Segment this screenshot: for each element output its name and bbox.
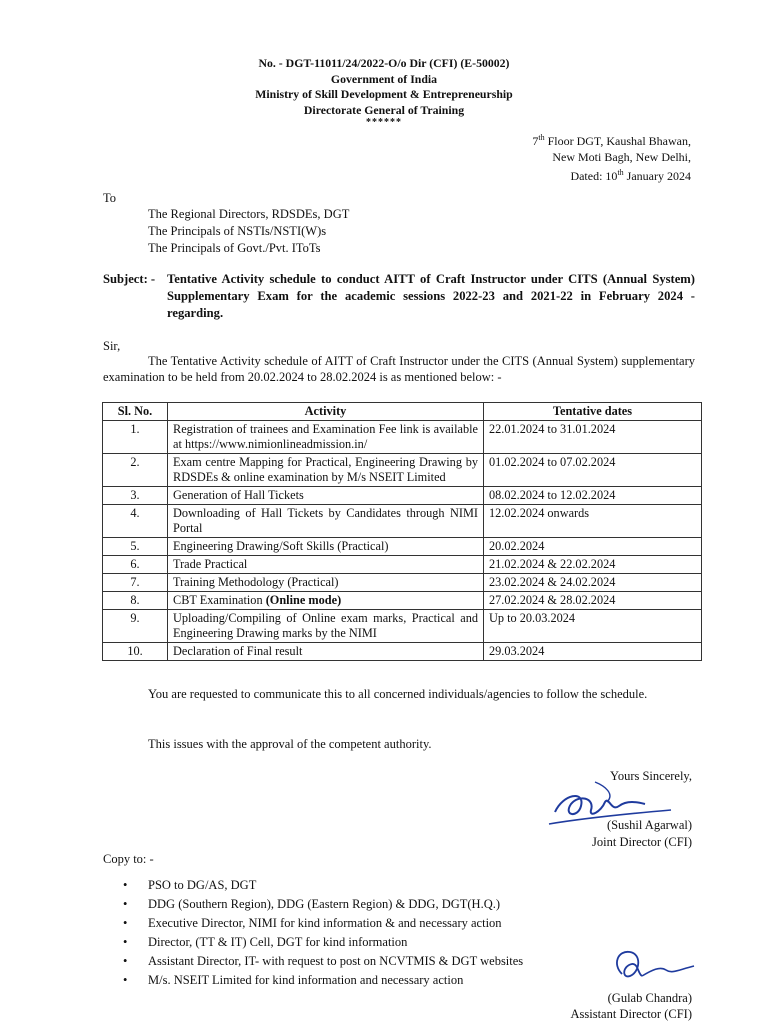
- copy-item-text: Executive Director, NIMI for kind information & and necessary action: [148, 916, 502, 930]
- date-cell: 22.01.2024 to 31.01.2024: [484, 421, 702, 454]
- copy-item-text: Assistant Director, IT- with request to post on NCVTMIS & DGT websites: [148, 954, 524, 968]
- serial-cell: 1.: [103, 421, 168, 454]
- date-cell: 27.02.2024 & 28.02.2024: [484, 592, 702, 610]
- recipient: The Principals of NSTIs/NSTI(W)s: [148, 224, 327, 238]
- recipient: The Principals of Govt./Pvt. IToTs: [148, 241, 321, 255]
- table-row: [103, 574, 702, 592]
- signature-loop: [617, 952, 642, 977]
- letter-header: [0, 56, 768, 128]
- header-stars: ******: [366, 117, 402, 128]
- subject-block: [103, 271, 695, 322]
- floor-rest: Floor DGT, Kaushal Bhawan,: [544, 134, 691, 148]
- recipient: The Regional Directors, RDSDEs, DGT: [148, 207, 350, 221]
- date-cell: 23.02.2024 & 24.02.2024: [484, 574, 702, 592]
- serial-cell: 9.: [103, 610, 168, 643]
- date-cell: 20.02.2024: [484, 538, 702, 556]
- floor-number: 7: [532, 134, 539, 148]
- reference-number: No. - DGT-11011/24/2022-O/o Dir (CFI) (E-50002): [258, 56, 510, 70]
- table-row: [103, 538, 702, 556]
- column-header-dates: Tentative dates: [484, 403, 702, 421]
- signatory-1-name: (Sushil Agarwal): [606, 818, 692, 832]
- activity-cell: Uploading/Compiling of Online exam marks, Practical and Engineering Drawing marks by the NIMI: [168, 610, 484, 643]
- table-row: [103, 487, 702, 505]
- date-suffix: th: [617, 168, 624, 177]
- copy-item-text: Director, (TT & IT) Cell, DGT for kind information: [148, 935, 408, 949]
- serial-cell: 2.: [103, 454, 168, 487]
- activity-cell: Training Methodology (Practical): [168, 574, 484, 592]
- approval-paragraph: This issues with the approval of the competent authority.: [148, 737, 432, 751]
- column-header-sl-no: Sl. No.: [103, 403, 168, 421]
- subject-text: Tentative Activity schedule to conduct AITT of Craft Instructor under CITS (Annual System) Supplementary Exam for the academic sessions 2022-23 and 2021-22 in February 2024 -regarding.: [167, 272, 695, 320]
- table-row: [103, 505, 702, 538]
- closing-line: Yours Sincerely,: [610, 769, 692, 783]
- activity-cell: Generation of Hall Tickets: [168, 487, 484, 505]
- date-cell: Up to 20.03.2024: [484, 610, 702, 643]
- serial-cell: 3.: [103, 487, 168, 505]
- date-cell: 21.02.2024 & 22.02.2024: [484, 556, 702, 574]
- schedule-table: [102, 402, 702, 661]
- date-rest: January 2024: [623, 169, 691, 183]
- table-row: [103, 556, 702, 574]
- office-address: [532, 130, 691, 184]
- list-item: [103, 971, 523, 990]
- date-cell: 01.02.2024 to 07.02.2024: [484, 454, 702, 487]
- copy-list: [103, 876, 523, 990]
- activity-cell: Exam centre Mapping for Practical, Engineering Drawing by RDSDEs & online examination by M/s NSEIT Limited: [168, 454, 484, 487]
- activity-text: CBT Examination: [173, 593, 266, 607]
- address-line-1: [532, 130, 691, 149]
- signatory-2-name: (Gulab Chandra): [607, 991, 692, 1005]
- signatory-1: [592, 817, 692, 851]
- bullet-icon: •: [123, 954, 128, 968]
- activity-cell: Trade Practical: [168, 556, 484, 574]
- list-item: [103, 876, 523, 895]
- table-row: [103, 610, 702, 643]
- serial-cell: 10.: [103, 643, 168, 661]
- list-item: [103, 933, 523, 952]
- serial-cell: 8.: [103, 592, 168, 610]
- salutation: Sir,: [103, 339, 121, 353]
- address-line-2: New Moti Bagh, New Delhi,: [552, 150, 691, 164]
- subject-label: Subject: -: [103, 272, 156, 286]
- directorate-line: Directorate General of Training: [303, 102, 465, 117]
- signatory-1-title: Joint Director (CFI): [592, 835, 692, 849]
- activity-cell: Registration of trainees and Examination Fee link is available at https://www.nimionlineadmission.in/: [168, 421, 484, 454]
- date-prefix: Dated: 10: [570, 169, 618, 183]
- date-cell: 12.02.2024 onwards: [484, 505, 702, 538]
- activity-cell: Declaration of Final result: [168, 643, 484, 661]
- serial-cell: 6.: [103, 556, 168, 574]
- activity-cell: Downloading of Hall Tickets by Candidates through NIMI Portal: [168, 505, 484, 538]
- serial-cell: 4.: [103, 505, 168, 538]
- copy-item-text: DDG (Southern Region), DDG (Eastern Region) & DDG, DGT(H.Q.): [148, 897, 501, 911]
- bullet-icon: •: [123, 973, 128, 987]
- bullet-icon: •: [123, 935, 128, 949]
- signature-stroke: [555, 796, 645, 814]
- ministry-line: Ministry of Skill Development & Entrepreneurship: [255, 87, 513, 101]
- serial-cell: 7.: [103, 574, 168, 592]
- copy-item-text: M/s. NSEIT Limited for kind information and necessary action: [148, 973, 464, 987]
- activity-cell: Engineering Drawing/Soft Skills (Practical): [168, 538, 484, 556]
- activity-cell: [168, 592, 484, 610]
- signature-flourish: [595, 782, 610, 802]
- request-paragraph: You are requested to communicate this to all concerned individuals/agencies to follow the schedule.: [148, 687, 648, 701]
- to-label: To: [103, 191, 117, 205]
- signatory-2: [570, 990, 692, 1022]
- date-line: [532, 165, 691, 184]
- recipients-list: [148, 206, 349, 257]
- serial-cell: 5.: [103, 538, 168, 556]
- government-line: Government of India: [330, 71, 438, 86]
- activity-mode-bold: (Online mode): [265, 593, 342, 607]
- table-row: [103, 592, 702, 610]
- signature-gulab-chandra: [608, 944, 698, 994]
- date-cell: 29.03.2024: [484, 643, 702, 661]
- bullet-icon: •: [123, 916, 128, 930]
- list-item: [103, 952, 523, 971]
- signature-tail: [642, 966, 694, 976]
- table-row: [103, 454, 702, 487]
- table-row: [103, 643, 702, 661]
- signatory-2-title: Assistant Director (CFI): [570, 1007, 692, 1021]
- bullet-icon: •: [123, 878, 128, 892]
- copy-item-text: PSO to DG/AS, DGT: [148, 878, 257, 892]
- list-item: [103, 895, 523, 914]
- copy-to-label: Copy to: -: [103, 852, 154, 866]
- list-item: [103, 914, 523, 933]
- column-header-activity: Activity: [168, 403, 484, 421]
- table-header-row: [103, 403, 702, 421]
- floor-suffix: th: [538, 133, 545, 142]
- date-cell: 08.02.2024 to 12.02.2024: [484, 487, 702, 505]
- intro-paragraph: The Tentative Activity schedule of AITT of Craft Instructor under the CITS (Annual System) supplementary examination to be held from 20.02.2024 to 28.02.2024 is as mentioned below: -: [103, 354, 695, 384]
- bullet-icon: •: [123, 897, 128, 911]
- table-row: [103, 421, 702, 454]
